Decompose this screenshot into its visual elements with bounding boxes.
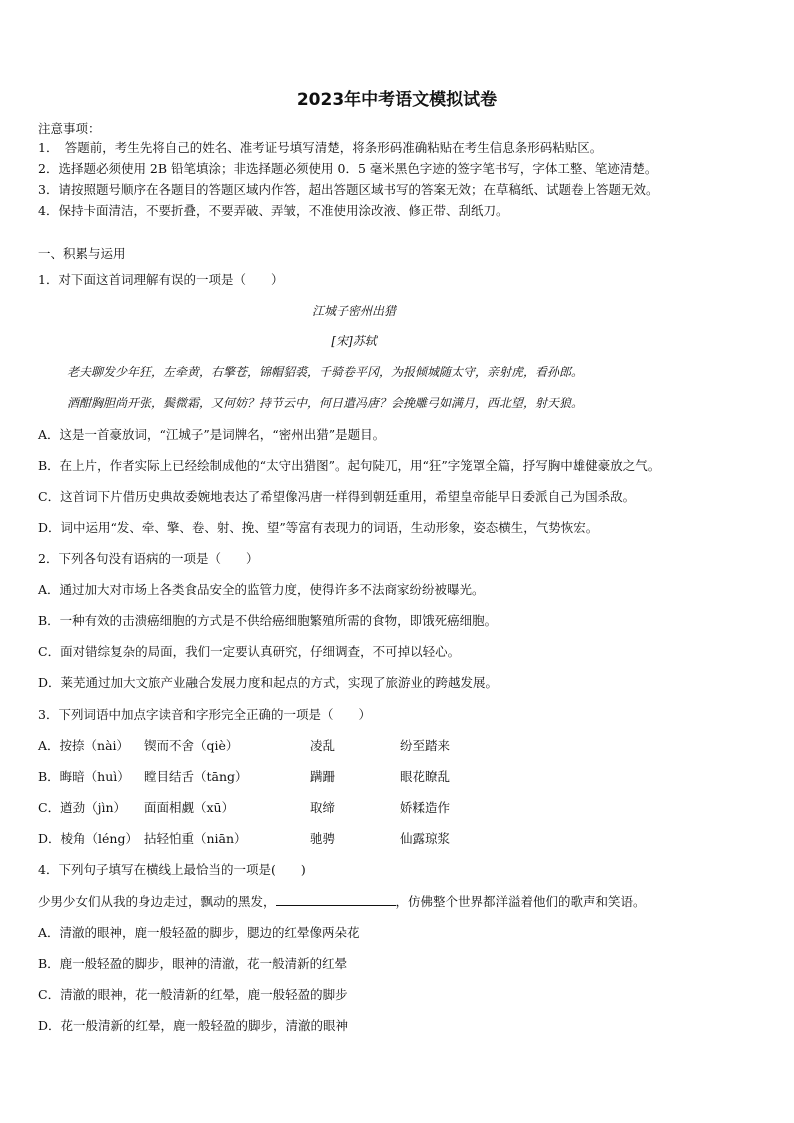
q3-d-word-3: 驰骋 — [310, 831, 336, 846]
q3-stem: 3．下列词语中加点字读音和字形完全正确的一项是（ ） — [38, 707, 371, 722]
notice-item-4: 4．保持卡面清洁，不要折叠，不要弄破、弄皱，不准使用涂改液、修正带、刮纸刀。 — [38, 203, 509, 218]
q3-b-word-3: 蹒跚 — [310, 769, 336, 784]
section-heading: 一、积累与运用 — [38, 246, 126, 261]
q3-d-word-1: D．棱角（léng） — [38, 831, 138, 846]
q3-c-word-2: 面面相觑（xū） — [144, 800, 235, 815]
q3-a-word-1: A．按捺（nài） — [38, 738, 130, 753]
q3-b-word-4: 眼花瞭乱 — [400, 769, 451, 784]
q4-answer-blank — [276, 894, 396, 906]
q3-a-word-4: 纷至踏来 — [400, 738, 451, 753]
notice-item-1: 1． 答题前，考生先将自己的姓名、准考证号填写清楚，将条形码准确粘贴在考生信息条形码粘贴区。 — [38, 140, 603, 155]
notice-item-3: 3．请按照题号顺序在各题目的答题区域内作答，超出答题区域书写的答案无效；在草稿纸、试题卷上答题无效。 — [38, 182, 659, 197]
poem-line-1: 老夫聊发少年狂，左牵黄，右擎苍，锦帽貂裘，千骑卷平冈，为报倾城随太守，亲射虎，看孙郎。 — [67, 365, 584, 379]
q2-option-c: C．面对错综复杂的局面，我们一定要认真研究，仔细调查，不可掉以轻心。 — [38, 644, 461, 659]
q1-option-d: D．词中运用“发、牵、擎、卷、射、挽、望”等富有表现力的词语，生动形象，姿态横生，气势恢宏。 — [38, 520, 599, 535]
q3-c-word-4: 娇糅造作 — [400, 800, 451, 815]
q3-d-word-4: 仙露琼浆 — [400, 831, 451, 846]
exam-title: 2023年中考语文模拟试卷 — [296, 90, 498, 110]
q4-option-a: A．清澈的眼神，鹿一般轻盈的脚步，腮边的红晕像两朵花 — [38, 925, 360, 940]
poem-line-2: 酒酣胸胆尚开张，鬓微霜，又何妨？持节云中，何日遣冯唐？会挽雕弓如满月，西北望，射天狼。 — [67, 396, 584, 410]
q3-b-word-2: 瞠目结舌（tāng） — [144, 769, 248, 784]
q3-c-word-1: C．遒劲（jìn） — [38, 800, 126, 815]
q4-sentence-before: 少男少女们从我的身边走过，飘动的黑发， — [38, 894, 276, 909]
notice-item-2: 2．选择题必须使用 2B 铅笔填涂；非选择题必须使用 0．5 毫米黑色字迹的签字笔书写，字体工整、笔迹清楚。 — [38, 161, 658, 176]
q4-sentence — [38, 894, 646, 910]
q2-option-a: A．通过加大对市场上各类食品安全的监管力度，使得许多不法商家纷纷被曝光。 — [38, 582, 485, 597]
q2-stem: 2．下列各句没有语病的一项是（ ） — [38, 551, 259, 566]
q3-a-word-2: 锲而不舍（qiè） — [144, 738, 239, 753]
q3-a-word-3: 凌乱 — [310, 738, 336, 753]
q3-c-word-3: 取缔 — [310, 800, 336, 815]
q3-d-word-2: 拈轻怕重（niān） — [144, 831, 247, 846]
q4-option-d: D．花一般清新的红晕，鹿一般轻盈的脚步，清澈的眼神 — [38, 1018, 349, 1033]
q4-option-b: B．鹿一般轻盈的脚步，眼神的清澈，花一般清新的红晕 — [38, 956, 348, 971]
poem-title: 江城子密州出猎 — [311, 304, 396, 318]
q4-stem: 4．下列句子填写在横线上最恰当的一项是( ) — [38, 862, 306, 877]
q2-option-d: D．莱芜通过加大文旅产业融合发展力度和起点的方式，实现了旅游业的跨越发展。 — [38, 675, 499, 690]
q4-sentence-after: ，仿佛整个世界都洋溢着他们的歌声和笑语。 — [395, 894, 646, 909]
q4-option-c: C．清澈的眼神，花一般清新的红晕，鹿一般轻盈的脚步 — [38, 987, 348, 1002]
q1-option-c: C．这首词下片借历史典故委婉地表达了希望像冯唐一样得到朝廷重用，希望皇帝能早日委派自己为国杀敌。 — [38, 489, 636, 504]
q1-option-a: A．这是一首豪放词，“江城子”是词牌名，“密州出猎”是题目。 — [38, 427, 386, 442]
q3-b-word-1: B．晦暗（huì） — [38, 769, 130, 784]
q1-stem: 1．对下面这首词理解有误的一项是（ ） — [38, 272, 284, 287]
q1-option-b: B．在上片，作者实际上已经绘制成他的“太守出猎图”。起句陡兀，用“狂”字笼罩全篇，抒写胸中雄健豪放之气。 — [38, 458, 661, 473]
notice-heading: 注意事项： — [38, 121, 101, 136]
poem-author: [宋]苏轼 — [331, 334, 377, 348]
q2-option-b: B．一种有效的击溃癌细胞的方式是不供给癌细胞繁殖所需的食物，即饿死癌细胞。 — [38, 613, 498, 628]
